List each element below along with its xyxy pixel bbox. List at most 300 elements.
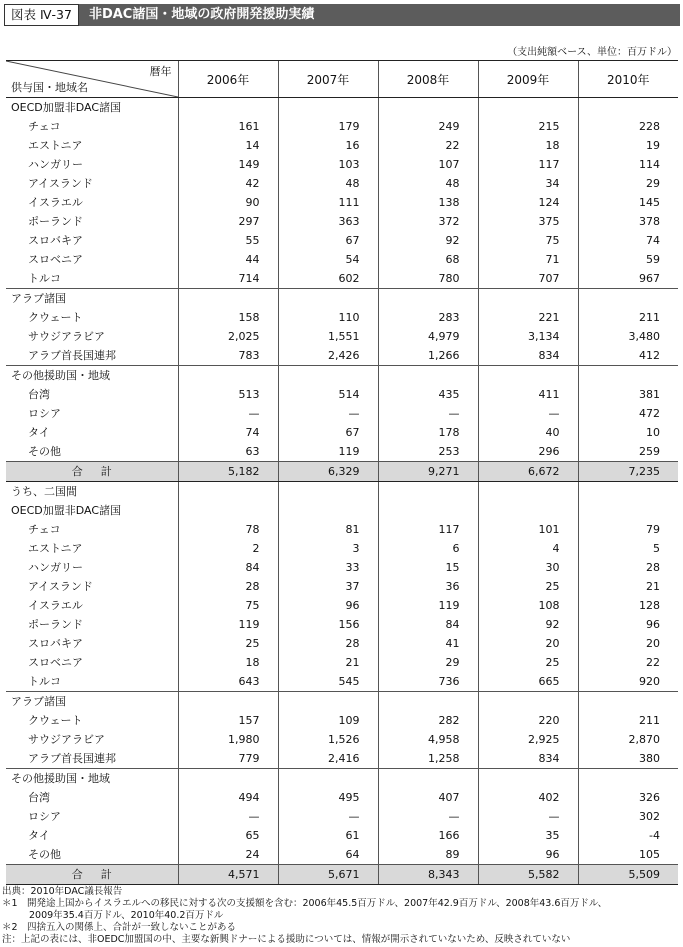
value-cell: 282 <box>378 711 478 730</box>
table-row <box>6 596 678 615</box>
value-cell: 145 <box>578 193 678 212</box>
empty-cell <box>178 98 278 118</box>
empty-cell <box>578 769 678 789</box>
total-value: 5,671 <box>278 865 378 885</box>
value-cell: 79 <box>578 520 678 539</box>
value-cell: 166 <box>378 826 478 845</box>
value-cell: 4,958 <box>378 730 478 749</box>
value-cell: 64 <box>278 845 378 865</box>
empty-cell <box>478 769 578 789</box>
value-cell: 40 <box>478 423 578 442</box>
country-name: スロバキア <box>28 234 83 247</box>
value-cell: 90 <box>178 193 278 212</box>
value-cell: 2,870 <box>578 730 678 749</box>
country-name: スロベニア <box>28 656 83 669</box>
country-name: トルコ <box>6 269 178 289</box>
table-row <box>6 539 678 558</box>
total-value: 5,182 <box>178 462 278 482</box>
value-cell: 35 <box>478 826 578 845</box>
value-cell: 63 <box>178 442 278 462</box>
empty-cell <box>378 98 478 118</box>
value-cell: 110 <box>278 308 378 327</box>
empty-cell <box>578 289 678 309</box>
table-row <box>6 788 678 807</box>
total-value: 5,509 <box>578 865 678 885</box>
value-cell: 33 <box>278 558 378 577</box>
value-cell: — <box>478 404 578 423</box>
table-body <box>6 98 678 885</box>
country-name: トルコ <box>6 672 178 692</box>
value-cell: — <box>378 807 478 826</box>
value-cell: 48 <box>378 174 478 193</box>
table-row <box>6 826 678 845</box>
value-cell: — <box>478 807 578 826</box>
value-cell: 780 <box>378 269 478 289</box>
value-cell: 495 <box>278 788 378 807</box>
empty-cell <box>478 501 578 520</box>
table-row <box>6 327 678 346</box>
value-cell: 3,480 <box>578 327 678 346</box>
value-cell: 42 <box>178 174 278 193</box>
value-cell: — <box>178 404 278 423</box>
value-cell: 714 <box>178 269 278 289</box>
country-name: アラブ首長国連邦 <box>6 749 178 769</box>
value-cell: 178 <box>378 423 478 442</box>
value-cell: 211 <box>578 711 678 730</box>
value-cell: 96 <box>578 615 678 634</box>
value-cell: 41 <box>378 634 478 653</box>
note-3: 注：上記の表には、非OEDC加盟国の中、主要な新興ドナーによる援助については、情報が開示されていないため、反映されていない <box>2 934 571 945</box>
table-row <box>6 442 678 462</box>
table-row <box>6 269 678 289</box>
group-label-row <box>6 98 678 118</box>
empty-cell <box>178 289 278 309</box>
group-label-row <box>6 482 678 502</box>
value-cell: 119 <box>378 596 478 615</box>
value-cell: 2,416 <box>278 749 378 769</box>
empty-cell <box>478 692 578 712</box>
table-row <box>6 193 678 212</box>
value-cell: 101 <box>478 520 578 539</box>
country-name: その他 <box>6 442 178 462</box>
value-cell: 65 <box>178 826 278 845</box>
total-label: 合計 <box>6 462 178 482</box>
value-cell: — <box>378 404 478 423</box>
value-cell: 20 <box>578 634 678 653</box>
year-header: 2007年 <box>278 61 378 98</box>
country-name: エストニア <box>28 542 83 555</box>
value-cell: 117 <box>378 520 478 539</box>
value-cell: 75 <box>478 231 578 250</box>
value-cell: 24 <box>178 845 278 865</box>
value-cell: 779 <box>178 749 278 769</box>
total-value: 6,672 <box>478 462 578 482</box>
value-cell: 124 <box>478 193 578 212</box>
value-cell: — <box>278 807 378 826</box>
value-cell: 411 <box>478 385 578 404</box>
value-cell: 378 <box>578 212 678 231</box>
value-cell: 157 <box>178 711 278 730</box>
value-cell: 81 <box>278 520 378 539</box>
table-row <box>6 520 678 539</box>
country-name: ポーランド <box>28 618 83 631</box>
value-cell: 513 <box>178 385 278 404</box>
country-name: イスラエル <box>28 196 83 209</box>
empty-cell <box>378 692 478 712</box>
empty-cell <box>278 366 378 386</box>
value-cell: 55 <box>178 231 278 250</box>
value-cell: 302 <box>578 807 678 826</box>
value-cell: 3,134 <box>478 327 578 346</box>
value-cell: 514 <box>278 385 378 404</box>
value-cell: 36 <box>378 577 478 596</box>
group-label-oecd: OECD加盟非DAC諸国 <box>11 101 122 114</box>
empty-cell <box>378 289 478 309</box>
country-name: その他 <box>6 845 178 865</box>
empty-cell <box>578 482 678 502</box>
section-heading: うち、二国間 <box>6 482 178 502</box>
empty-cell <box>378 501 478 520</box>
table-row <box>6 845 678 865</box>
value-cell: 472 <box>578 404 678 423</box>
value-cell: 138 <box>378 193 478 212</box>
notes <box>2 886 680 946</box>
value-cell: 179 <box>278 117 378 136</box>
value-cell: 25 <box>178 634 278 653</box>
value-cell: 48 <box>278 174 378 193</box>
country-name: エストニア <box>28 139 83 152</box>
value-cell: 25 <box>478 577 578 596</box>
country-name: タイ <box>28 426 50 439</box>
value-cell: 2,925 <box>478 730 578 749</box>
value-cell: 602 <box>278 269 378 289</box>
table-row <box>6 404 678 423</box>
total-value: 6,329 <box>278 462 378 482</box>
value-cell: 375 <box>478 212 578 231</box>
value-cell: 545 <box>278 672 378 692</box>
group-label-row <box>6 692 678 712</box>
note-1-continued: 2009年35.4百万ドル、2010年40.2百万ドル <box>29 910 224 921</box>
empty-cell <box>578 501 678 520</box>
table-row <box>6 653 678 672</box>
value-cell: 283 <box>378 308 478 327</box>
table-row <box>6 231 678 250</box>
value-cell: 156 <box>278 615 378 634</box>
value-cell: 783 <box>178 346 278 366</box>
empty-cell <box>278 289 378 309</box>
total-value: 4,571 <box>178 865 278 885</box>
country-name: 台湾 <box>28 791 50 804</box>
country-name: ハンガリー <box>28 158 83 171</box>
table-header-row <box>6 61 678 98</box>
value-cell: 68 <box>378 250 478 269</box>
value-cell: 28 <box>278 634 378 653</box>
group-label-arab: アラブ諸国 <box>11 292 66 305</box>
empty-cell <box>578 366 678 386</box>
value-cell: 37 <box>278 577 378 596</box>
country-name: アイスランド <box>28 580 93 593</box>
value-cell: 297 <box>178 212 278 231</box>
value-cell: 2,025 <box>178 327 278 346</box>
value-cell: 1,266 <box>378 346 478 366</box>
value-cell: — <box>178 807 278 826</box>
value-cell: 75 <box>178 596 278 615</box>
table-row <box>6 385 678 404</box>
value-cell: 412 <box>578 346 678 366</box>
value-cell: 228 <box>578 117 678 136</box>
table-row <box>6 672 678 692</box>
value-cell: 158 <box>178 308 278 327</box>
country-name: クウェート <box>28 311 83 324</box>
empty-cell <box>378 482 478 502</box>
group-label-row <box>6 501 678 520</box>
value-cell: 74 <box>578 231 678 250</box>
value-cell: 967 <box>578 269 678 289</box>
group-label-row <box>6 769 678 789</box>
table-row <box>6 117 678 136</box>
year-header: 2008年 <box>378 61 478 98</box>
empty-cell <box>178 366 278 386</box>
value-cell: 494 <box>178 788 278 807</box>
table-row <box>6 807 678 826</box>
figure-title: 非DAC諸国・地域の政府開発援助実績 <box>79 4 680 26</box>
table-row <box>6 577 678 596</box>
figure-label: 図表 Ⅳ-37 <box>4 4 79 26</box>
country-name: スロベニア <box>28 253 83 266</box>
value-cell: 84 <box>178 558 278 577</box>
value-cell: 920 <box>578 672 678 692</box>
table-row <box>6 155 678 174</box>
empty-cell <box>578 98 678 118</box>
year-header: 2009年 <box>478 61 578 98</box>
country-name: チェコ <box>28 523 61 536</box>
value-cell: 96 <box>278 596 378 615</box>
value-cell: 643 <box>178 672 278 692</box>
value-cell: 665 <box>478 672 578 692</box>
value-cell: 103 <box>278 155 378 174</box>
value-cell: 834 <box>478 749 578 769</box>
empty-cell <box>278 501 378 520</box>
value-cell: 221 <box>478 308 578 327</box>
value-cell: 67 <box>278 423 378 442</box>
value-cell: 253 <box>378 442 478 462</box>
value-cell: -4 <box>578 826 678 845</box>
value-cell: 211 <box>578 308 678 327</box>
table-row <box>6 136 678 155</box>
country-name: サウジアラビア <box>28 733 105 746</box>
table-row <box>6 730 678 749</box>
oda-table <box>6 60 678 885</box>
country-name: アイスランド <box>28 177 93 190</box>
empty-cell <box>178 692 278 712</box>
empty-cell <box>578 692 678 712</box>
unit-note: （支出純額ベース、単位：百万ドル） <box>507 47 677 58</box>
value-cell: 21 <box>278 653 378 672</box>
group-label-arab: アラブ諸国 <box>11 695 66 708</box>
value-cell: 105 <box>578 845 678 865</box>
value-cell: 707 <box>478 269 578 289</box>
value-cell: 435 <box>378 385 478 404</box>
value-cell: 28 <box>578 558 678 577</box>
value-cell: 736 <box>378 672 478 692</box>
note-1: ＊1 開発途上国からイスラエルへの移民に対する次の支援額を含む：2006年45.5百万ドル、2007年42.9百万ドル、2008年43.6百万ドル、 <box>2 898 608 909</box>
country-name: タイ <box>28 829 50 842</box>
value-cell: 834 <box>478 346 578 366</box>
value-cell: 1,526 <box>278 730 378 749</box>
value-cell: 92 <box>378 231 478 250</box>
total-row <box>6 462 678 482</box>
value-cell: 1,258 <box>378 749 478 769</box>
total-label: 合計 <box>6 865 178 885</box>
total-value: 9,271 <box>378 462 478 482</box>
value-cell: 59 <box>578 250 678 269</box>
value-cell: 114 <box>578 155 678 174</box>
total-value: 5,582 <box>478 865 578 885</box>
source-note: 出典：2010年DAC議長報告 <box>2 886 123 897</box>
empty-cell <box>478 482 578 502</box>
value-cell: 84 <box>378 615 478 634</box>
empty-cell <box>378 366 478 386</box>
empty-cell <box>278 769 378 789</box>
corner-header <box>6 61 178 98</box>
value-cell: 4 <box>478 539 578 558</box>
country-name: イスラエル <box>28 599 83 612</box>
value-cell: 381 <box>578 385 678 404</box>
value-cell: 29 <box>378 653 478 672</box>
value-cell: 108 <box>478 596 578 615</box>
value-cell: 326 <box>578 788 678 807</box>
value-cell: 380 <box>578 749 678 769</box>
empty-cell <box>378 769 478 789</box>
empty-cell <box>178 501 278 520</box>
value-cell: 296 <box>478 442 578 462</box>
value-cell: 109 <box>278 711 378 730</box>
value-cell: 96 <box>478 845 578 865</box>
country-name: ロシア <box>28 407 61 420</box>
value-cell: 1,551 <box>278 327 378 346</box>
value-cell: 161 <box>178 117 278 136</box>
note-2: ＊2 四捨五入の関係上、合計が一致しないことがある <box>2 922 237 933</box>
table-row <box>6 558 678 577</box>
value-cell: 18 <box>478 136 578 155</box>
corner-donor-label: 供与国・地域名 <box>11 81 88 94</box>
value-cell: 6 <box>378 539 478 558</box>
value-cell: 18 <box>178 653 278 672</box>
table-row <box>6 346 678 366</box>
value-cell: 5 <box>578 539 678 558</box>
empty-cell <box>478 289 578 309</box>
table-row <box>6 615 678 634</box>
value-cell: 363 <box>278 212 378 231</box>
empty-cell <box>278 482 378 502</box>
value-cell: 3 <box>278 539 378 558</box>
total-value: 8,343 <box>378 865 478 885</box>
empty-cell <box>478 366 578 386</box>
value-cell: 78 <box>178 520 278 539</box>
value-cell: 89 <box>378 845 478 865</box>
figure-title-bar <box>4 4 680 26</box>
year-header: 2010年 <box>578 61 678 98</box>
value-cell: 407 <box>378 788 478 807</box>
table-row <box>6 634 678 653</box>
value-cell: 2,426 <box>278 346 378 366</box>
value-cell: 54 <box>278 250 378 269</box>
value-cell: 1,980 <box>178 730 278 749</box>
value-cell: 14 <box>178 136 278 155</box>
country-name: スロバキア <box>28 637 83 650</box>
value-cell: 215 <box>478 117 578 136</box>
value-cell: 149 <box>178 155 278 174</box>
value-cell: 74 <box>178 423 278 442</box>
value-cell: 21 <box>578 577 678 596</box>
value-cell: 67 <box>278 231 378 250</box>
value-cell: 10 <box>578 423 678 442</box>
country-name: チェコ <box>28 120 61 133</box>
group-label-row <box>6 366 678 386</box>
value-cell: 119 <box>278 442 378 462</box>
value-cell: 402 <box>478 788 578 807</box>
value-cell: 119 <box>178 615 278 634</box>
value-cell: 44 <box>178 250 278 269</box>
corner-year-label: 暦年 <box>149 65 172 78</box>
empty-cell <box>478 98 578 118</box>
value-cell: 128 <box>578 596 678 615</box>
value-cell: 61 <box>278 826 378 845</box>
value-cell: 22 <box>578 653 678 672</box>
value-cell: 117 <box>478 155 578 174</box>
country-name: クウェート <box>28 714 83 727</box>
value-cell: 22 <box>378 136 478 155</box>
value-cell: 15 <box>378 558 478 577</box>
group-label-oecd: OECD加盟非DAC諸国 <box>11 504 122 517</box>
table-row <box>6 174 678 193</box>
value-cell: 2 <box>178 539 278 558</box>
value-cell: 19 <box>578 136 678 155</box>
empty-cell <box>278 692 378 712</box>
table-row <box>6 308 678 327</box>
value-cell: 71 <box>478 250 578 269</box>
empty-cell <box>178 482 278 502</box>
country-name: アラブ首長国連邦 <box>6 346 178 366</box>
value-cell: 25 <box>478 653 578 672</box>
value-cell: 372 <box>378 212 478 231</box>
total-row <box>6 865 678 885</box>
value-cell: 16 <box>278 136 378 155</box>
group-label-other: その他援助国・地域 <box>11 369 110 382</box>
empty-cell <box>178 769 278 789</box>
table-row <box>6 212 678 231</box>
country-name: ポーランド <box>28 215 83 228</box>
value-cell: 4,979 <box>378 327 478 346</box>
table-row <box>6 711 678 730</box>
value-cell: 220 <box>478 711 578 730</box>
total-value: 7,235 <box>578 462 678 482</box>
value-cell: 259 <box>578 442 678 462</box>
table-row <box>6 423 678 442</box>
group-label-row <box>6 289 678 309</box>
value-cell: 249 <box>378 117 478 136</box>
group-label-other: その他援助国・地域 <box>11 772 110 785</box>
value-cell: 20 <box>478 634 578 653</box>
value-cell: 92 <box>478 615 578 634</box>
value-cell: 111 <box>278 193 378 212</box>
value-cell: 30 <box>478 558 578 577</box>
value-cell: 28 <box>178 577 278 596</box>
value-cell: 34 <box>478 174 578 193</box>
empty-cell <box>278 98 378 118</box>
table-row <box>6 749 678 769</box>
country-name: ロシア <box>28 810 61 823</box>
